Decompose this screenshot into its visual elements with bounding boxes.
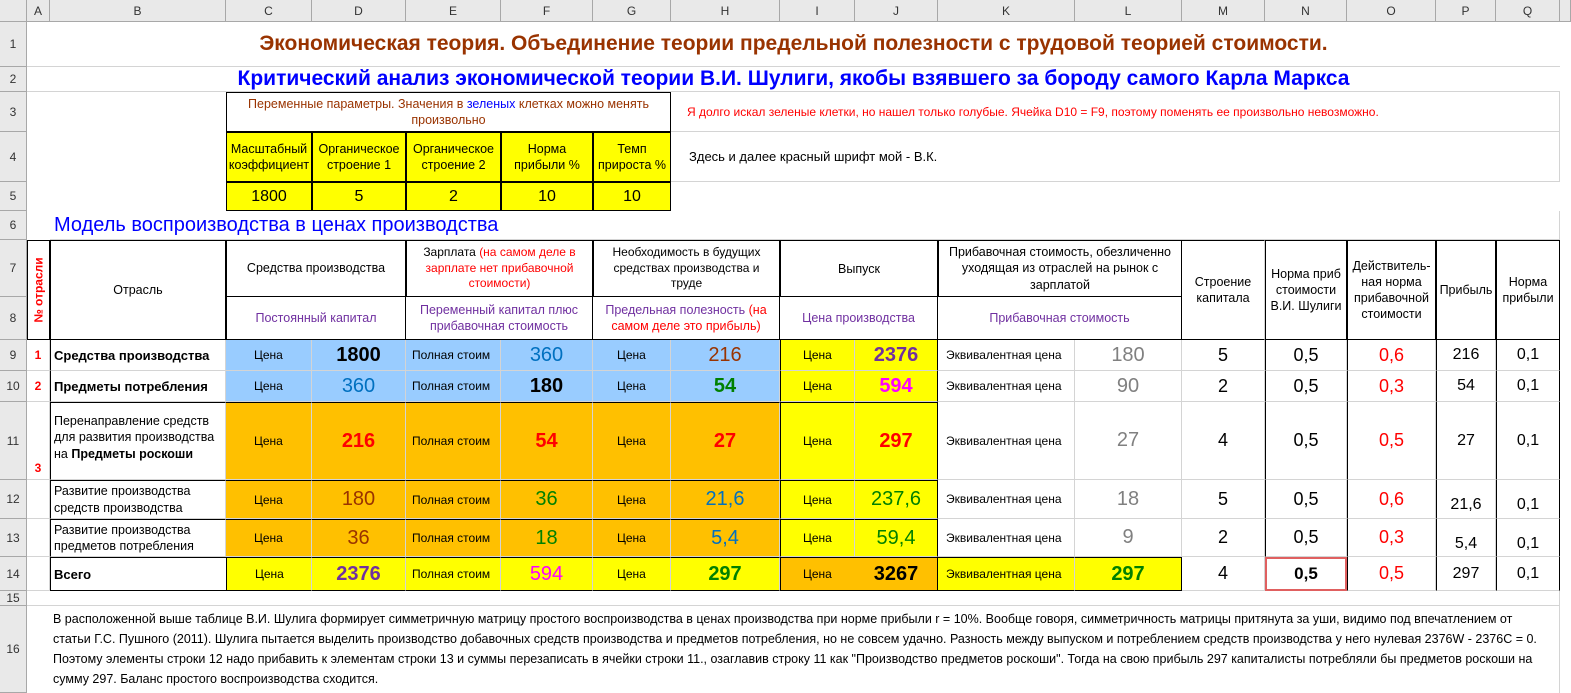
r10-e-label[interactable]: Полная стоим <box>406 371 501 402</box>
r9-j-value[interactable]: 2376 <box>855 340 938 371</box>
r12-f-value[interactable]: 36 <box>501 480 593 519</box>
param-value-scale[interactable]: 1800 <box>226 182 312 211</box>
r13-n-value[interactable]: 0,5 <box>1265 519 1347 557</box>
param-value-profit-rate[interactable]: 10 <box>501 182 593 211</box>
header-branch-no[interactable]: № отрасли <box>27 240 50 340</box>
r9-c-label[interactable]: Цена <box>226 340 312 371</box>
row-header-8[interactable]: 8 <box>0 297 27 340</box>
r10-q-value[interactable]: 0,1 <box>1496 371 1560 402</box>
r13-j-value[interactable]: 59,4 <box>855 519 938 557</box>
param-header-org2[interactable]: Органическое строение 2 <box>406 132 501 182</box>
model-title[interactable]: Модель воспроизводства в ценах производства <box>50 211 1560 240</box>
row-header-12[interactable]: 12 <box>0 480 27 519</box>
row-header-15[interactable]: 15 <box>0 591 27 606</box>
r10-f-value[interactable]: 180 <box>501 371 593 402</box>
r12-h-value[interactable]: 21,6 <box>671 480 780 519</box>
branch-no-3[interactable]: 3 <box>27 402 50 480</box>
r14-e-label[interactable]: Полная стоим <box>406 557 501 591</box>
select-all-corner[interactable] <box>0 0 27 22</box>
r14-c-label[interactable]: Цена <box>226 557 312 591</box>
r9-d-value[interactable]: 1800 <box>312 340 406 371</box>
r12-m-value[interactable]: 5 <box>1182 480 1265 519</box>
r9-l-value[interactable]: 180 <box>1075 340 1182 371</box>
r13-h-value[interactable]: 5,4 <box>671 519 780 557</box>
header-profit[interactable]: Прибыль <box>1436 240 1496 340</box>
row-header-13[interactable]: 13 <box>0 519 27 557</box>
branch-name-4[interactable]: Развитие производства средств производства <box>50 480 226 519</box>
note-green-cells[interactable]: Я долго искал зеленые клетки, но нашел только голубые. Ячейка D10 = F9, поэтому поменять ее произвольно невозможно. <box>671 92 1560 132</box>
column-header-m[interactable]: M <box>1182 0 1265 22</box>
column-header-j[interactable]: J <box>855 0 938 22</box>
r12-q-value[interactable]: 0,1 <box>1496 480 1560 519</box>
r11-e-label[interactable]: Полная стоим <box>406 402 501 480</box>
r10-i-label[interactable]: Цена <box>780 371 855 402</box>
r12-j-value[interactable]: 237,6 <box>855 480 938 519</box>
r14-g-label[interactable]: Цена <box>593 557 671 591</box>
param-value-org1[interactable]: 5 <box>312 182 406 211</box>
r9-f-value[interactable]: 360 <box>501 340 593 371</box>
r10-j-value[interactable]: 594 <box>855 371 938 402</box>
column-header-e[interactable]: E <box>406 0 501 22</box>
r12-e-label[interactable]: Полная стоим <box>406 480 501 519</box>
r10-o-value[interactable]: 0,3 <box>1347 371 1436 402</box>
row-header-9[interactable]: 9 <box>0 340 27 371</box>
r14-l-value[interactable]: 297 <box>1075 557 1182 591</box>
r14-d-value[interactable]: 2376 <box>312 557 406 591</box>
param-header-org1[interactable]: Органическое строение 1 <box>312 132 406 182</box>
r9-h-value[interactable]: 216 <box>671 340 780 371</box>
r10-d-value[interactable]: 360 <box>312 371 406 402</box>
row-header-6[interactable]: 6 <box>0 211 27 240</box>
row-15-empty <box>27 591 1560 606</box>
commentary-paragraph[interactable]: В расположенной выше таблице В.И. Шулига формирует симметричную матрицу простого воспроизводства в ценах производства при норме прибыли r = 10%. Вообще говоря, симметричность матрицы притянута за уши, видимо под впечатлением от статьи Г.С. Пушного (2011). Шулига пытается выделить производство добавочных средств производства и предметов потребления, но не совсем удачно. Разность между выпуском и потреблением средств производства у него нулевая 2376W - 2376C = 0. Поэтому элементы строки 12 надо прибавить к элементам строки 13 и суммы перезаписать в ячейки строки 11., озаглавив строку 11 как "Производство предметов роскоши". Тогда на свою прибыль 297 капиталисты потребляли бы предметов роскоши на сумму 297. Баланс простого воспроизводства сходится. <box>50 606 1560 693</box>
param-value-growth-rate[interactable]: 10 <box>593 182 671 211</box>
header-means[interactable]: Средства производства <box>226 240 406 297</box>
r12-n-value[interactable]: 0,5 <box>1265 480 1347 519</box>
r11-j-value[interactable]: 297 <box>855 402 938 480</box>
r10-l-value[interactable]: 90 <box>1075 371 1182 402</box>
column-header-n[interactable]: N <box>1265 0 1347 22</box>
header-norm-sh[interactable]: Норма приб стоимости В.И. Шулиги <box>1265 240 1347 340</box>
row-header-7[interactable]: 7 <box>0 240 27 297</box>
r12-k-label[interactable]: Эквивалентная цена <box>938 480 1075 519</box>
r11-i-label[interactable]: Цена <box>780 402 855 480</box>
r10-p-value[interactable]: 54 <box>1436 371 1496 402</box>
r13-q-value[interactable]: 0,1 <box>1496 519 1560 557</box>
r11-n-value[interactable]: 0,5 <box>1265 402 1347 480</box>
title-row-1[interactable]: Экономическая теория. Объединение теории предельной полезности с трудовой теорией стоимости. <box>27 22 1560 67</box>
r13-m-value[interactable]: 2 <box>1182 519 1265 557</box>
r10-k-label[interactable]: Эквивалентная цена <box>938 371 1075 402</box>
branch-name-3[interactable]: Перенаправление средств для развития производства на Предметы роскоши <box>50 402 226 480</box>
r11-q-value[interactable]: 0,1 <box>1496 402 1560 480</box>
r9-n-value[interactable]: 0,5 <box>1265 340 1347 371</box>
header-profit-norm[interactable]: Норма прибыли <box>1496 240 1560 340</box>
row-header-16[interactable]: 16 <box>0 606 27 693</box>
r14-n-value-selected[interactable]: 0,5 <box>1265 557 1347 591</box>
row-header-4[interactable]: 4 <box>0 132 27 182</box>
header-real-norm[interactable]: Действитель-ная норма прибавочной стоимости <box>1347 240 1436 340</box>
r11-f-value[interactable]: 54 <box>501 402 593 480</box>
r14-k-label[interactable]: Эквивалентная цена <box>938 557 1075 591</box>
param-value-org2[interactable]: 2 <box>406 182 501 211</box>
r11-k-label[interactable]: Эквивалентная цена <box>938 402 1075 480</box>
r9-e-label[interactable]: Полная стоим <box>406 340 501 371</box>
branch-no-blank-13 <box>27 519 50 557</box>
r13-k-label[interactable]: Эквивалентная цена <box>938 519 1075 557</box>
row-header-2[interactable]: 2 <box>0 67 27 92</box>
column-header-q[interactable]: Q <box>1496 0 1560 22</box>
r11-g-label[interactable]: Цена <box>593 402 671 480</box>
column-header-k[interactable]: K <box>938 0 1075 22</box>
header-surplus[interactable]: Прибавочная стоимость <box>938 297 1182 340</box>
column-header-g[interactable]: G <box>593 0 671 22</box>
r13-g-label[interactable]: Цена <box>593 519 671 557</box>
branch-no-blank-14 <box>27 557 50 591</box>
header-wage[interactable]: Зарплата (на самом деле в зарплате нет прибавочной стоимости) <box>406 240 593 297</box>
r11-l-value[interactable]: 27 <box>1075 402 1182 480</box>
r14-q-value[interactable]: 0,1 <box>1496 557 1560 591</box>
column-header-p[interactable]: P <box>1436 0 1496 22</box>
column-header-a[interactable]: A <box>27 0 50 22</box>
r10-c-label[interactable]: Цена <box>226 371 312 402</box>
r10-n-value[interactable]: 0,5 <box>1265 371 1347 402</box>
params-caption[interactable]: Переменные параметры. Значения в зеленых клетках можно менять произвольно <box>226 92 671 132</box>
column-header-h[interactable]: H <box>671 0 780 22</box>
column-header-b[interactable]: B <box>50 0 226 22</box>
r13-e-label[interactable]: Полная стоим <box>406 519 501 557</box>
row-header-10[interactable]: 10 <box>0 371 27 402</box>
column-header-f[interactable]: F <box>501 0 593 22</box>
r11-d-value[interactable]: 216 <box>312 402 406 480</box>
column-header-o[interactable]: O <box>1347 0 1436 22</box>
r10-g-label[interactable]: Цена <box>593 371 671 402</box>
r9-q-value[interactable]: 0,1 <box>1496 340 1560 371</box>
branch-name-2[interactable]: Предметы потребления <box>50 371 226 402</box>
r14-j-value[interactable]: 3267 <box>855 557 938 591</box>
note-red-font[interactable]: Здесь и далее красный шрифт мой - В.К. <box>671 132 1560 182</box>
r14-f-value[interactable]: 594 <box>501 557 593 591</box>
header-marg[interactable]: Предельная полезность (на самом деле это прибыль) <box>593 297 780 340</box>
branch-name-1[interactable]: Средства производства <box>50 340 226 371</box>
r9-p-value[interactable]: 216 <box>1436 340 1496 371</box>
row-header-11[interactable]: 11 <box>0 402 27 480</box>
r12-g-label[interactable]: Цена <box>593 480 671 519</box>
row-header-1[interactable]: 1 <box>0 22 27 67</box>
param-header-profit-rate[interactable]: Норма прибыли % <box>501 132 593 182</box>
r11-h-value[interactable]: 27 <box>671 402 780 480</box>
column-header-l[interactable]: L <box>1075 0 1182 22</box>
branch-name-total[interactable]: Всего <box>50 557 226 591</box>
header-struct[interactable]: Строение капитала <box>1182 240 1265 340</box>
r14-h-value[interactable]: 297 <box>671 557 780 591</box>
branch-no-blank-12 <box>27 480 50 519</box>
row-header-5[interactable]: 5 <box>0 182 27 211</box>
r9-g-label[interactable]: Цена <box>593 340 671 371</box>
header-var-cap[interactable]: Переменный капитал плюс прибавочная стоимость <box>406 297 593 340</box>
r14-p-value[interactable]: 297 <box>1436 557 1496 591</box>
r14-o-value[interactable]: 0,5 <box>1347 557 1436 591</box>
column-header-i[interactable]: I <box>780 0 855 22</box>
param-header-growth-rate[interactable]: Темп прироста % <box>593 132 671 182</box>
r12-l-value[interactable]: 18 <box>1075 480 1182 519</box>
r9-k-label[interactable]: Эквивалентная цена <box>938 340 1075 371</box>
r12-c-label[interactable]: Цена <box>226 480 312 519</box>
title-row-2[interactable]: Критический анализ экономической теории В.И. Шулиги, якобы взявшего за бороду самого Карла Маркса <box>27 67 1560 92</box>
branch-no-1[interactable]: 1 <box>27 340 50 371</box>
param-header-scale[interactable]: Масштабный коэффициент <box>226 132 312 182</box>
r10-h-value[interactable]: 54 <box>671 371 780 402</box>
header-prod-price[interactable]: Цена производства <box>780 297 938 340</box>
column-header-c[interactable]: C <box>226 0 312 22</box>
column-header-d[interactable]: D <box>312 0 406 22</box>
r11-m-value[interactable]: 4 <box>1182 402 1265 480</box>
r9-m-value[interactable]: 5 <box>1182 340 1265 371</box>
column-header-r[interactable] <box>1560 0 1571 22</box>
r10-m-value[interactable]: 2 <box>1182 371 1265 402</box>
row-header-14[interactable]: 14 <box>0 557 27 591</box>
r13-p-value[interactable]: 5,4 <box>1436 519 1496 557</box>
row-header-3[interactable]: 3 <box>0 92 27 132</box>
r11-c-label[interactable]: Цена <box>226 402 312 480</box>
branch-no-2[interactable]: 2 <box>27 371 50 402</box>
header-surplus-desc[interactable]: Прибавочная стоимость, обезличенно уходящая из отраслей на рынок с зарплатой <box>938 240 1182 297</box>
r12-i-label[interactable]: Цена <box>780 480 855 519</box>
r11-o-value[interactable]: 0,5 <box>1347 402 1436 480</box>
r14-m-value[interactable]: 4 <box>1182 557 1265 591</box>
r14-i-label[interactable]: Цена <box>780 557 855 591</box>
r9-o-value[interactable]: 0,6 <box>1347 340 1436 371</box>
r12-p-value[interactable]: 21,6 <box>1436 480 1496 519</box>
header-need[interactable]: Необходимость в будущих средствах производства и труде <box>593 240 780 297</box>
r13-i-label[interactable]: Цена <box>780 519 855 557</box>
header-output[interactable]: Выпуск <box>780 240 938 297</box>
header-branch[interactable]: Отрасль <box>50 240 226 340</box>
r9-i-label[interactable]: Цена <box>780 340 855 371</box>
r12-d-value[interactable]: 180 <box>312 480 406 519</box>
header-const-cap[interactable]: Постоянный капитал <box>226 297 406 340</box>
r13-l-value[interactable]: 9 <box>1075 519 1182 557</box>
r11-p-value[interactable]: 27 <box>1436 402 1496 480</box>
r13-c-label[interactable]: Цена <box>226 519 312 557</box>
r13-f-value[interactable]: 18 <box>501 519 593 557</box>
branch-name-5[interactable]: Развитие производства предметов потребления <box>50 519 226 557</box>
r12-o-value[interactable]: 0,6 <box>1347 480 1436 519</box>
r13-o-value[interactable]: 0,3 <box>1347 519 1436 557</box>
r13-d-value[interactable]: 36 <box>312 519 406 557</box>
